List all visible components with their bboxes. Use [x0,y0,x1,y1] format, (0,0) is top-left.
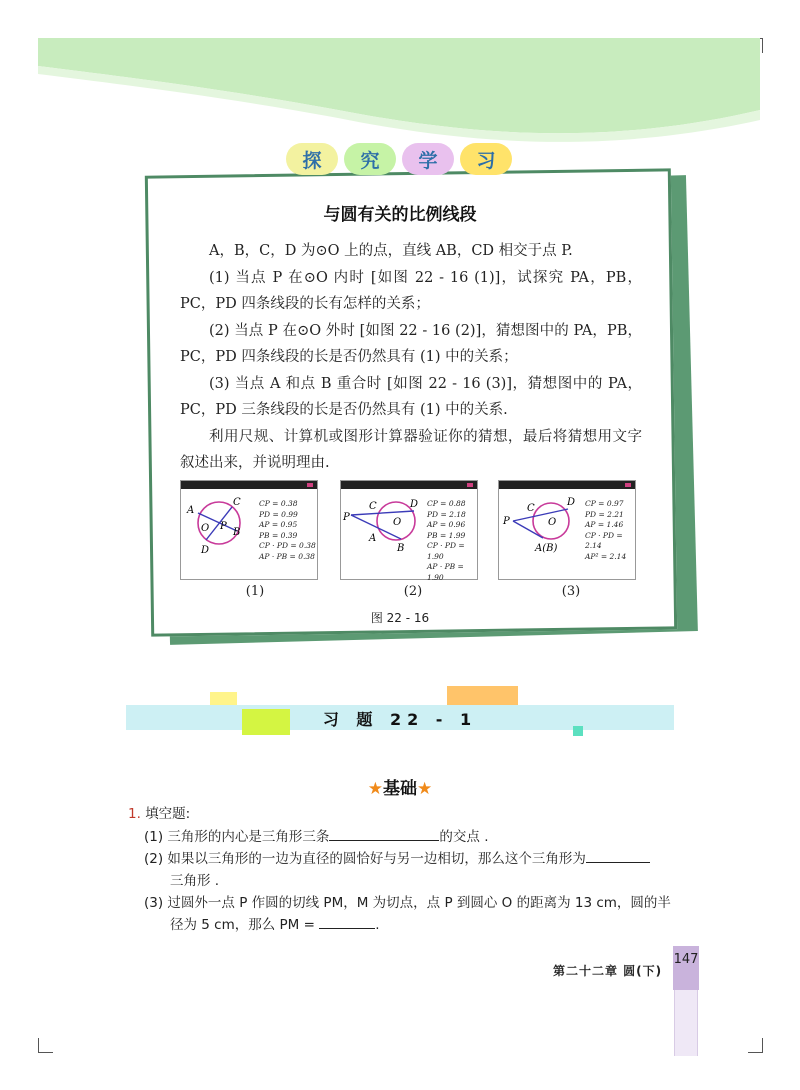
question-text: . [375,917,380,933]
basic-heading [300,774,500,799]
question-text: (2) 如果以三角形的一边为直径的圆恰好与另一边相切，那么这个三角形为 [144,851,586,867]
svg-text:A(B): A(B) [535,543,558,554]
value-line: CP = 0.88 [427,499,466,508]
part1-paragraph: (1) 当点 P 在⊙O 内时 [如图 22 - 16 (1)]，试探究 PA，PB，PC，PD 四条线段的长有怎样的关系； [180,269,642,312]
answer-blank[interactable] [319,914,375,929]
svg-text:B: B [397,543,405,554]
figure-screenshot-3 [498,480,636,580]
inquiry-text [180,238,642,477]
figure-diagram-2 [341,491,423,577]
value-line: PB = 0.39 [259,530,298,540]
figure-caption-2: (2) [403,584,423,599]
tab-xue: 学 [402,143,454,175]
question-text: (1) 三角形的内心是三角形三条 [144,829,330,845]
figure-toolbar [181,481,317,489]
svg-text:C: C [527,503,535,514]
question-text: 的交点 . [439,829,489,845]
value-line: CP = 0.97 [585,499,624,508]
crop-mark-bottom-right [748,1038,763,1053]
figure-values-1 [259,499,316,562]
svg-text:O: O [393,517,402,528]
question-text: (3) 过圆外一点 P 作圆的切线 PM，M 为切点，点 P 到圆心 O 的距离为 13 cm，圆的半 [144,895,671,911]
value-line: PB = 1.99 [427,530,466,540]
svg-text:D: D [410,499,419,510]
chapter-footer: 第二十二章 圆(下) [553,964,663,978]
question-1-2-cont [170,870,219,892]
figure-toolbar [499,481,635,489]
crop-mark-bottom-left [38,1038,53,1053]
decor-square-orange [447,686,518,706]
svg-text:C: C [233,497,241,508]
question-1-2 [144,848,676,870]
answer-blank[interactable] [329,826,439,841]
section-title: 与圆有关的比例线段 [323,205,477,225]
header-decor-band [38,38,760,148]
value-line: AP = 0.96 [427,520,466,529]
star-icon: ★ [367,779,383,799]
value-line: PD = 0.99 [259,509,298,519]
svg-text:P: P [503,516,510,527]
instruction-paragraph: 利用尺规、计算机或图形计算器验证你的猜想，最后将猜想用文字叙述出来，并说明理由. [180,428,642,471]
answer-blank[interactable] [586,848,650,863]
question-title: 填空题: [145,806,191,822]
tab-xi: 习 [460,143,512,175]
figure-values-2 [427,499,477,583]
star-icon: ★ [417,779,433,799]
part2-paragraph: (2) 当点 P 在⊙O 外时 [如图 22 - 16 (2)]，猜想图中的 PA，PB，PC，PD 四条线段的长是否仍然具有 (1) 中的关系； [180,322,642,365]
value-line: CP · PD = 0.38 [259,541,316,550]
question-1-1 [144,826,489,848]
svg-text:P: P [220,521,227,532]
question-text: 三角形 . [170,873,220,889]
svg-text:A: A [187,505,195,516]
svg-text:C: C [369,501,377,512]
page-number: 147 [673,946,699,990]
question-text: 径为 5 cm，那么 PM = [170,917,315,933]
intro-paragraph: A，B，C，D 为⊙O 上的点，直线 AB，CD 相交于点 P. [209,243,573,259]
svg-text:B: B [233,527,241,538]
value-line: PD = 2.21 [585,509,624,519]
basic-label: 基础 [383,779,417,799]
part3-paragraph: (3) 当点 A 和点 B 重合时 [如图 22 - 16 (3)]，猜想图中的 PA，PC，PD 三条线段的长是否仍然具有 (1) 中的关系. [180,375,642,418]
tab-jiu: 究 [344,143,396,175]
svg-text:D: D [567,497,576,508]
figure-screenshot-2 [340,480,478,580]
value-line: CP = 0.38 [259,499,298,508]
question-1-3-cont [170,914,380,936]
figure-screenshot-1 [180,480,318,580]
value-line: CP · PD = 1.90 [427,541,465,561]
value-line: AP · PB = 1.90 [427,562,464,582]
figure-diagram-3 [499,491,581,577]
figure-caption-1: (1) [245,584,265,599]
question-1-heading [128,803,190,825]
figure-diagram-1 [181,491,257,577]
figure-values-3 [585,499,635,562]
value-line: AP² = 2.14 [585,551,627,561]
question-number: 1. [128,806,141,822]
svg-text:P: P [343,512,350,523]
figure-caption-3: (3) [561,584,581,599]
value-line: CP · PD = 2.14 [585,530,623,550]
svg-text:A: A [369,533,377,544]
question-1-3 [144,892,684,914]
figure-group-caption: 图 22 - 16 [370,611,430,625]
figure-toolbar [341,481,477,489]
value-line: AP = 0.95 [259,520,298,529]
inquiry-tabs [286,143,512,175]
svg-text:O: O [201,523,210,534]
value-line: AP · PB = 0.38 [259,551,315,561]
value-line: PD = 2.18 [427,509,466,519]
tab-tan: 探 [286,143,338,175]
svg-text:D: D [201,545,210,556]
svg-text:O: O [548,517,557,528]
exercise-title: 习 题 22 - 1 [322,710,478,729]
value-line: AP = 1.46 [585,520,624,529]
